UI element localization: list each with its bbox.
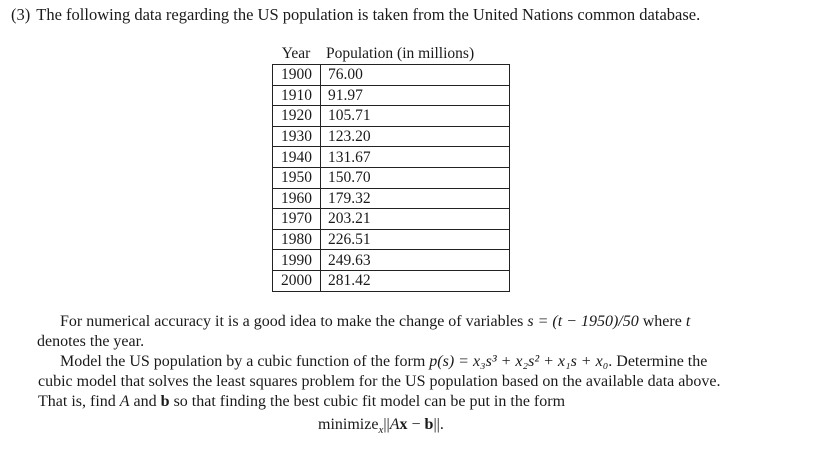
cell-year: 1910 bbox=[273, 85, 321, 106]
cell-year: 1930 bbox=[273, 126, 321, 147]
eq-minimize: minimize bbox=[318, 416, 379, 433]
paragraph-cubic-model bbox=[38, 352, 808, 412]
eq-minus: − bbox=[407, 416, 425, 433]
cell-population: 105.71 bbox=[321, 106, 510, 127]
paragraph1-line1 bbox=[38, 312, 808, 332]
table-row bbox=[273, 250, 510, 271]
paragraph-change-of-variables bbox=[38, 312, 808, 352]
variable-t: t bbox=[685, 313, 691, 330]
cell-year: 1980 bbox=[273, 229, 321, 250]
eq-vector-x: x bbox=[399, 416, 408, 433]
cell-population: 131.67 bbox=[321, 147, 510, 168]
paragraph2-text: Model the US population by a cubic function of the form bbox=[60, 353, 430, 370]
cell-population: 91.97 bbox=[321, 85, 510, 106]
paragraph2-text-and: and bbox=[129, 393, 161, 410]
eq-subscript: x bbox=[378, 424, 384, 437]
cell-year: 1920 bbox=[273, 106, 321, 127]
header-year: Year bbox=[281, 45, 311, 62]
cell-year: 1970 bbox=[273, 209, 321, 230]
cell-population: 249.63 bbox=[321, 250, 510, 271]
header-population: Population (in millions) bbox=[326, 45, 475, 62]
table-row bbox=[273, 147, 510, 168]
paragraph1-text-where: where bbox=[638, 313, 686, 330]
cubic-formula: p(s) = x₃s³ + x₂s² + x₁s + x₀ bbox=[429, 353, 609, 370]
cell-year: 2000 bbox=[273, 270, 321, 291]
paragraph2-text-find: That is, find bbox=[38, 393, 120, 410]
problem-intro bbox=[11, 5, 700, 25]
paragraph2-line3 bbox=[38, 392, 808, 412]
table-row bbox=[273, 270, 510, 291]
population-table bbox=[272, 44, 510, 292]
data-table bbox=[272, 64, 510, 292]
vector-b: b bbox=[160, 393, 170, 410]
paragraph1-text: For numerical accuracy it is a good idea to make the change of variables bbox=[60, 313, 528, 330]
matrix-A: A bbox=[119, 393, 130, 410]
table-row bbox=[273, 126, 510, 147]
cell-population: 281.42 bbox=[321, 270, 510, 291]
cell-year: 1950 bbox=[273, 167, 321, 188]
cell-population: 203.21 bbox=[321, 209, 510, 230]
problem-number: (3) bbox=[11, 5, 31, 24]
table-row bbox=[273, 106, 510, 127]
table-row bbox=[273, 188, 510, 209]
paragraph2-text-rest: so that finding the best cubic fit model can be put in the form bbox=[169, 393, 566, 410]
minimization-equation bbox=[318, 415, 444, 440]
cell-year: 1960 bbox=[273, 188, 321, 209]
cell-population: 123.20 bbox=[321, 126, 510, 147]
cell-population: 226.51 bbox=[321, 229, 510, 250]
paragraph2-line1 bbox=[38, 352, 808, 372]
cell-population: 150.70 bbox=[321, 167, 510, 188]
eq-norm-open: || bbox=[383, 416, 390, 433]
table-row bbox=[273, 229, 510, 250]
table-header bbox=[272, 44, 510, 64]
paragraph2-text-determine: . Determine the bbox=[608, 353, 708, 370]
paragraph2-line2: cubic model that solves the least squares problem for the US population based on the available data above. bbox=[38, 373, 721, 390]
table-row bbox=[273, 209, 510, 230]
eq-matrix-A: A bbox=[389, 416, 400, 433]
cell-year: 1940 bbox=[273, 147, 321, 168]
change-of-variables-formula: s = (t − 1950)/50 bbox=[527, 313, 639, 330]
cell-population: 179.32 bbox=[321, 188, 510, 209]
cell-population: 76.00 bbox=[321, 65, 510, 86]
eq-norm-close: ||. bbox=[433, 416, 444, 433]
eq-vector-b: b bbox=[424, 416, 434, 433]
table-row bbox=[273, 167, 510, 188]
table-row bbox=[273, 85, 510, 106]
problem-intro-text: The following data regarding the US population is taken from the United Nations common database. bbox=[36, 5, 701, 24]
table-row bbox=[273, 65, 510, 86]
cell-year: 1900 bbox=[273, 65, 321, 86]
paragraph1-line2: denotes the year. bbox=[37, 333, 145, 350]
cell-year: 1990 bbox=[273, 250, 321, 271]
